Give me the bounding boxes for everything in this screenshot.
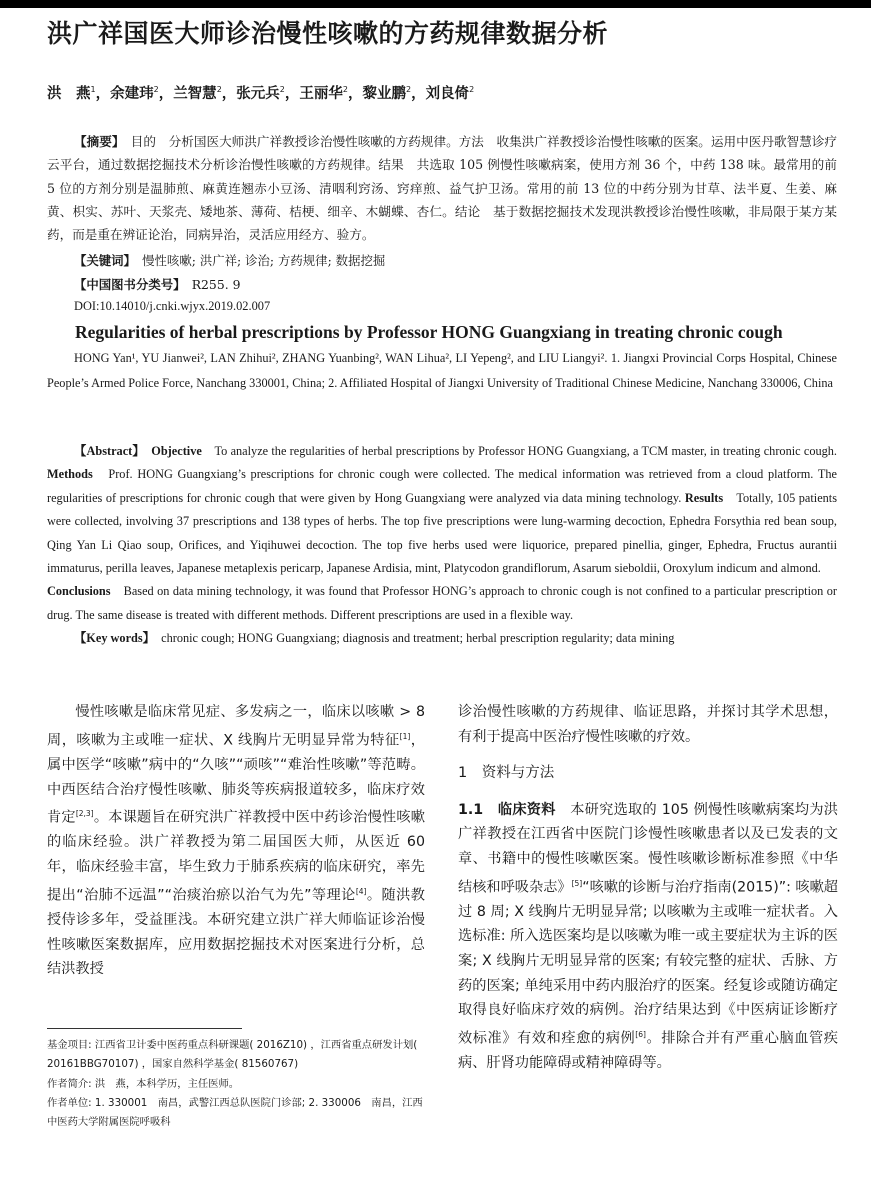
doi: DOI:10.14010/j.cnki.wjyx.2019.02.007 bbox=[74, 299, 271, 313]
footnote-divider bbox=[47, 1028, 242, 1029]
fund-note: 基金项目: 江西省卫计委中医药重点科研课题( 2016Z10) ，江西省重点研发计划( 20161BBG70107) ，国家自然科学基金( 81560767) bbox=[47, 1039, 418, 1071]
intro-paragraph: 慢性咳嗽是临床常见症、多发病之一，临床以咳嗽 > 8 周，咳嗽为主或唯一症状、X 线胸片无明显异常为特征[1]，属中医学“咳嗽”病中的“久咳”“顽咳”“难治性咳嗽”等范畴。中西医结合治疗慢性咳嗽、肺炎等疾病报道较多，临床疗效肯定[2,3]。本课题旨在研究洪广祥教授中医中药诊治慢性咳嗽的临床经验。洪广祥教授为第二届国医大师，从医近 60 年，临床经验丰富，毕生致力于肺系疾病的临床研究，率先提出“治肺不远温”“治痰治瘀以治气为先”等理论[4]。随洪教授侍诊多年，受益匪浅。本研究建立洪广祥大师临证诊治慢性咳嗽医案数据库，应用数据挖掘技术对医案进行分析，总结洪教授 bbox=[47, 704, 425, 978]
classification: 【中国图书分类号】 R255. 9 bbox=[74, 277, 241, 292]
keywords-cn: 【关键词】 慢性咳嗽; 洪广祥; 诊治; 方药规律; 数据挖掘 bbox=[74, 253, 386, 268]
author-bio: 作者简介: 洪 燕，本科学历，主任医师。 bbox=[47, 1077, 240, 1090]
author-list-cn: 洪 燕$^1$，余建玮$^2$，兰智慧$^2$，张元兵$^2$，王丽华$^2$，黎业鹏$^2$，刘良倚$^2$ bbox=[47, 85, 475, 102]
paper-title: 洪广祥国医大师诊治慢性咳嗽的方药规律数据分析 bbox=[47, 19, 609, 48]
intro-paragraph-cont: 诊治慢性咳嗽的方药规律、临证思路，并探讨其学术思想，有利于提高中医治疗慢性咳嗽的疗效。 bbox=[458, 704, 838, 745]
abstract-label: 【摘要】 bbox=[74, 134, 119, 149]
body-column-right bbox=[458, 700, 838, 1076]
author-units: 作者单位: 1. 330001 南昌，武警江西总队医院门诊部; 2. 330006 南昌，江西中医药大学附属医院呼吸科 bbox=[47, 1096, 423, 1129]
abstract-en: 【Abstract】 Objective To analyze the regularities of herbal prescriptions by Professor HONG Guangxiang, a TCM master, in treating chronic cough. Methods Prof. HONG Guangxiang’s prescriptions for chronic cough were collected. The medical information was retrieved from a cloud platform. The regularities of prescriptions for chronic cough that were given by Hong Guangxiang were analyzed via data mining technology. Results Totally, 105 patients were collected, involving 37 prescriptions and 138 types of herbs. The top five prescriptions were lung-warming decoction, Ephedra Forsythia red bean soup, Qing Yan Li Qiao soup, Orifices, and Yiqihuwei decoction. The top five herbs used were liquorice, prepared pinellia, ginger, Ephedra, Fructus aurantii immaturus, perilla leaves, Japanese metaplexis pericarp, Japanese Ardisia, mint, Platycodon grandiflorum, Asarum sieboldii, Oroxylum indicum and almond. Conclusions Based on data mining technology, it was found that Professor HONG’s approach to chronic cough is not confined to a particular prescription or drug. The same disease is treated with different methods. Different prescriptions are used in a flexible way. 【Key words】 chronic cough; HONG Guangxiang; diagnosis and treatment; herbal prescription regularity; data mining bbox=[47, 444, 838, 646]
subsection-heading: 1.1 临床资料 bbox=[458, 801, 556, 818]
paper-title-en: Regularities of herbal prescriptions by Professor HONG Guangxiang in treating chronic cough bbox=[75, 322, 783, 342]
author-list-en: HONG Yan¹, YU Jianwei², LAN Zhihui², ZHANG Yuanbing², WAN Lihua², LI Yepeng², and LIU Liangyi². 1. Jiangxi Provincial Corps Hospital, Chinese People’s Armed Police Force, Nanchang 330001, China; 2. Affiliated Hospital of Jiangxi University of Traditional Chinese Medicine, Nanchang 330006, China bbox=[47, 351, 837, 390]
abstract-cn bbox=[47, 130, 837, 246]
footnotes bbox=[47, 1036, 432, 1132]
section-heading: 1 资料与方法 bbox=[458, 765, 555, 782]
body-column-left bbox=[47, 700, 425, 982]
abstract-body: 目的 分析国医大师洪广祥教授诊治慢性咳嗽的方药规律。方法 收集洪广祥教授诊治慢性咳嗽的医案。运用中医丹歌智慧诊疗云平台，通过数据挖掘技术分析诊治慢性咳嗽的方药规律。结果 共选取 105 例慢性咳嗽病案，使用方剂 36 个，中药 138 味。最常用的前 5 位的方剂分别是温肺煎、麻黄连翘赤小豆汤、清咽利窍汤、窍痒煎、益气护卫汤。常用的前 13 位的中药分别为甘草、法半夏、生姜、麻黄、枳实、苏叶、天浆壳、矮地茶、薄荷、桔梗、细辛、木蝴蝶、杏仁。结论 基于数据挖掘技术发现洪教授诊治慢性咳嗽，非局限于某方某药，而是重在辨证论治，同病异治，灵活应用经方、验方。 bbox=[47, 134, 838, 243]
clinical-data-paragraph: 1.1 临床资料 本研究选取的 105 例慢性咳嗽病案均为洪广祥教授在江西省中医院门诊慢性咳嗽患者以及已发表的文章、书籍中的慢性咳嗽医案。慢性咳嗽诊断标准参照《中华结核和呼吸杂志》[5]“咳嗽的诊断与治疗指南(2015)”: 咳嗽超过 8 周; X 线胸片无明显异常; 以咳嗽为主或唯一症状者。入选标准: 所入选医案均是以咳嗽为唯一或主要症状为主诉的医案; X 线胸片无明显异常的医案; 有较完整的症状、舌脉、方药的医案; 单纯采用中药内服治疗的医案。经复诊或随访确定取得良好临床疗效的病例。治疗结果达到《中医病证诊断疗效标准》有效和痊愈的病例[6]。排除合并有严重心脑血管疾病、肝肾功能障碍或精神障碍等。 bbox=[458, 801, 838, 1072]
header-bar bbox=[0, 0, 871, 8]
